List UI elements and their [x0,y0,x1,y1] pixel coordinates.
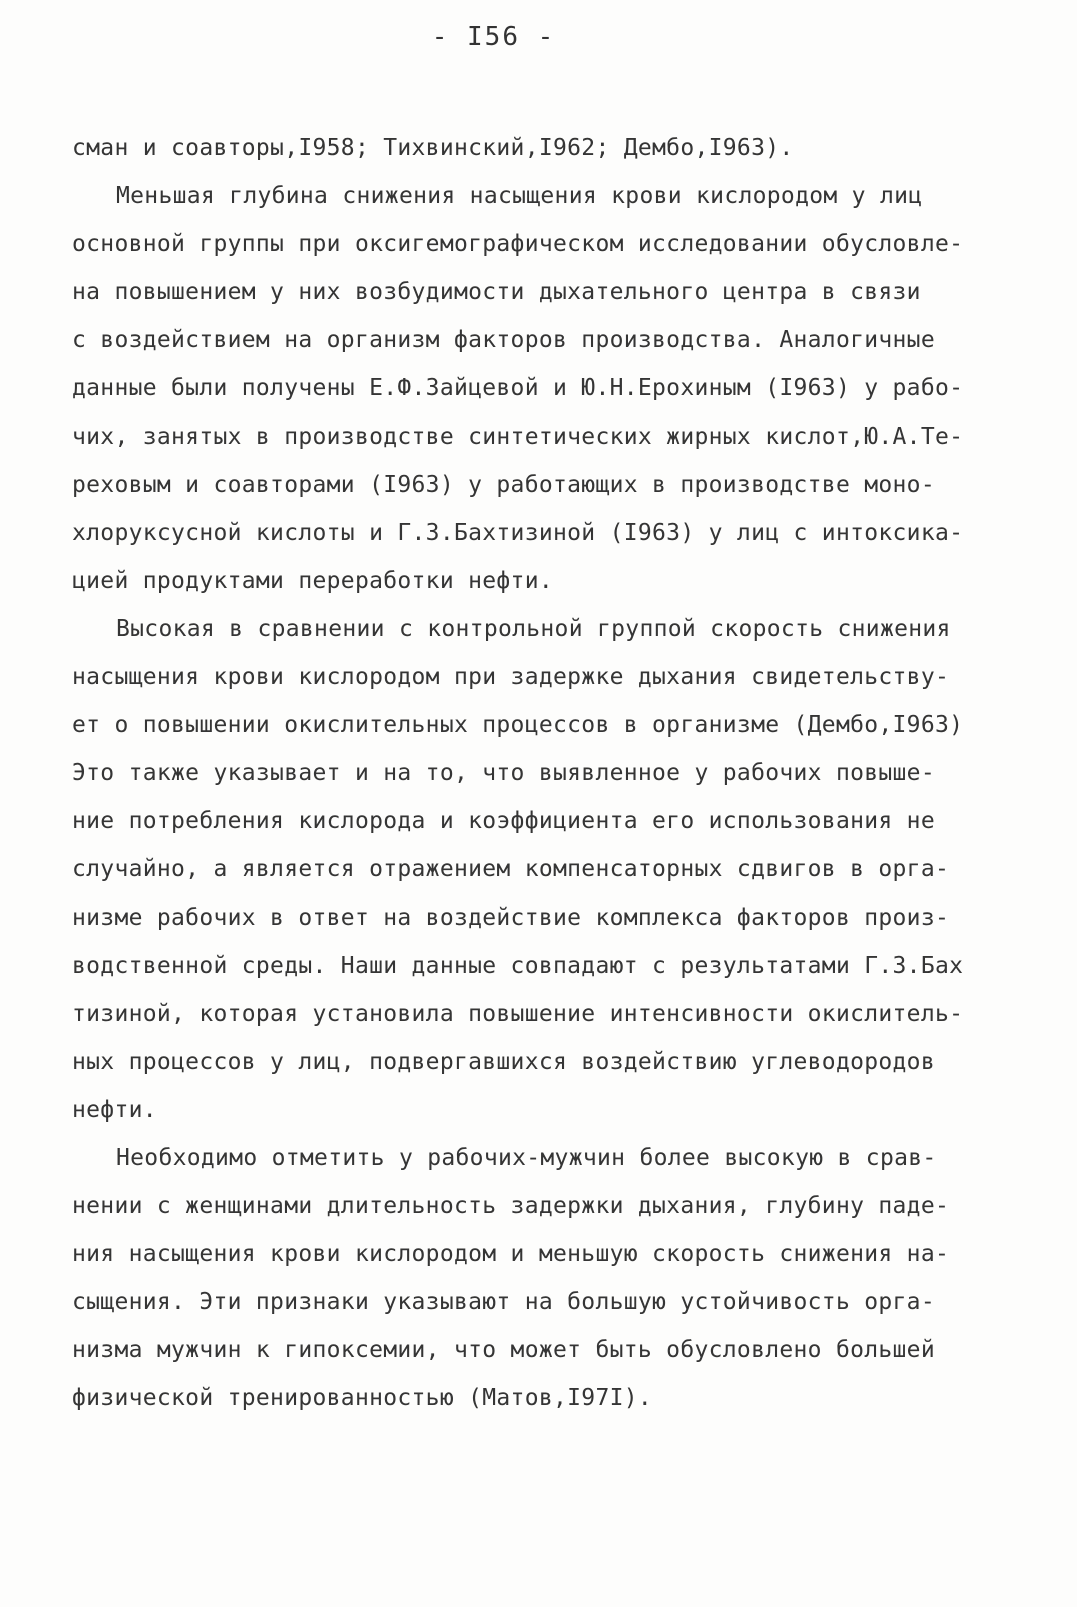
text-line: цией продуктами переработки нефти. [72,567,554,594]
text-line: чих, занятых в производстве синтетических жирных кислот,Ю.А.Те- [72,423,964,450]
text-line: нении с женщинами длительность задержки дыхания, глубину паде- [72,1193,950,1220]
text-line: реховым и соавторами (I963) у работающих в производстве моно- [72,471,935,498]
text-line: тизиной, которая установила повышение интенсивности окислитель- [72,1000,964,1027]
text-line: ных процессов у лиц, подвергавшихся воздействию углеводородов [72,1048,935,1075]
text-line: ния насыщения крови кислородом и меньшую скорость снижения на- [72,1241,950,1268]
text-line: низма мужчин к гипоксемии, что может быть обусловлено большей [72,1337,935,1364]
text-line: насыщения крови кислородом при задержке дыхания свидетельству- [72,664,950,691]
document-body [72,128,992,1427]
text-line: на повышением у них возбудимости дыхательного центра в связи [72,279,921,306]
text-line: нефти. [72,1096,157,1123]
paragraph-first-line: Меньшая глубина снижения насыщения крови кислородом у лиц [116,183,923,210]
text-line: сман и соавторы,I958; Тихвинский,I962; Дембо,I963). [72,135,794,161]
text-line: данные были получены Е.Ф.Зайцевой и Ю.Н.Ерохиным (I963) у рабо- [72,375,964,402]
text-line: хлоруксусной кислоты и Г.З.Бахтизиной (I963) у лиц с интоксика- [72,519,964,546]
paragraph-first-line: Высокая в сравнении с контрольной группой скорость снижения [116,615,951,642]
page-number: - I56 - [431,22,556,52]
paragraph-first-line: Необходимо отметить у рабочих-мужчин более высокую в срав- [116,1144,937,1171]
text-line: с воздействием на организм факторов производства. Аналогичные [72,327,935,354]
text-line: случайно, а является отражением компенсаторных сдвигов в орга- [72,856,950,883]
text-line: сыщения. Эти признаки указывают на большую устойчивость орга- [72,1289,935,1316]
text-line: водственной среды. Наши данные совпадают с результатами Г.З.Бах [72,952,964,979]
text-line: Это также указывает и на то, что выявленное у рабочих повыше- [72,760,935,787]
text-line: ет о повышении окислительных процессов в организме (Дембо,I963) [72,712,964,739]
text-line: низме рабочих в ответ на воздействие комплекса факторов произ- [72,904,950,931]
text-line: физической тренированностью (Матов,I97I). [72,1385,653,1412]
text-line: основной группы при оксигемографическом исследовании обусловле- [72,231,964,258]
text-line: ние потребления кислорода и коэффициента его использования не [72,808,935,835]
